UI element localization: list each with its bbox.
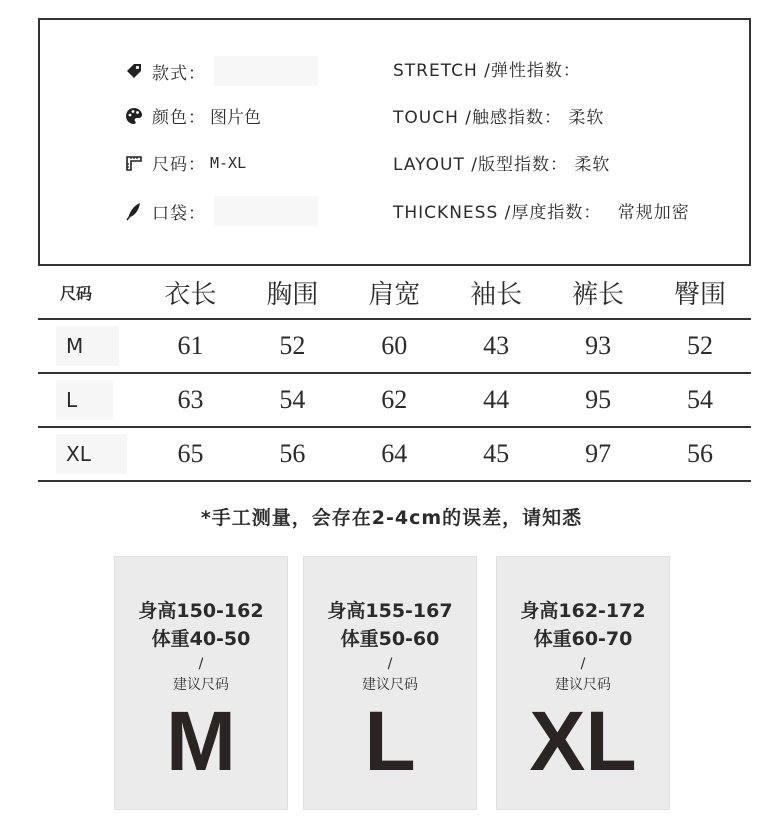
tag-icon [124, 61, 144, 81]
size-table [38, 264, 751, 482]
spec-stretch [393, 56, 581, 81]
table-cell: 95 [585, 385, 612, 414]
spec-pocket [124, 196, 318, 226]
table-row [38, 427, 751, 481]
card-slash: / [387, 656, 393, 672]
size-card-m [114, 556, 288, 810]
table-cell: 44 [483, 385, 510, 414]
spec-right-label: STRETCH /弹性指数： [393, 61, 581, 81]
card-size-letter: M [166, 694, 236, 788]
table-header-cell: 衣长 [164, 279, 217, 310]
spec-label: 颜色： [152, 108, 206, 128]
size-card-xl [496, 556, 670, 810]
spec-label: 款式： [152, 63, 206, 84]
table-cell: 60 [381, 331, 408, 360]
table-header-cell: 臀围 [674, 279, 727, 310]
table-cell: 52 [687, 331, 713, 360]
card-height: 身高162-172 [520, 600, 646, 622]
table-cell: 62 [381, 385, 408, 414]
table-cell: 56 [687, 439, 713, 468]
measurement-note: *手工测量，会存在2-4cm的误差，请知悉 [200, 507, 583, 529]
table-row [38, 319, 751, 373]
table-row [38, 373, 751, 427]
table-cell-size: M [56, 326, 119, 366]
table-cell: 54 [279, 385, 306, 414]
ruler-icon [124, 153, 144, 173]
spec-value: M-XL [210, 153, 247, 172]
spec-label: 口袋： [152, 203, 206, 224]
spec-right-value: 柔软 [568, 108, 605, 128]
spec-right-label: THICKNESS /厚度指数： [393, 203, 602, 223]
spec-layout [393, 150, 610, 175]
card-size-letter: L [364, 694, 416, 788]
card-height: 身高155-167 [327, 600, 453, 622]
table-cell-size: L [56, 380, 113, 420]
size-card-l [303, 556, 477, 810]
table-cell: 52 [279, 331, 306, 360]
table-cell: 61 [177, 331, 204, 360]
table-cell: 54 [687, 385, 713, 414]
spec-color [124, 103, 261, 128]
card-weight: 体重40-50 [151, 628, 251, 650]
spec-value-blank [214, 196, 318, 226]
table-header-row [38, 265, 751, 319]
table-cell: 45 [483, 439, 510, 468]
card-slash: / [580, 656, 586, 672]
spec-thickness [393, 198, 690, 223]
spec-touch [393, 103, 604, 128]
spec-value-blank [214, 56, 318, 86]
table-cell: 64 [381, 439, 408, 468]
feather-icon [124, 201, 144, 221]
spec-box [38, 18, 751, 264]
card-height: 身高150-162 [138, 600, 264, 622]
card-slash: / [198, 656, 204, 672]
card-recommend: 建议尺码 [555, 677, 611, 693]
table-cell: 56 [279, 439, 306, 468]
table-cell: 97 [585, 439, 612, 468]
spec-label: 尺码： [152, 155, 206, 175]
table-cell: 63 [177, 385, 204, 414]
table-cell: 43 [483, 331, 510, 360]
spec-right-label: TOUCH /触感指数： [393, 108, 562, 128]
spec-right-label: LAYOUT /版型指数： [393, 155, 568, 175]
spec-value: 图片色 [210, 108, 261, 128]
card-recommend: 建议尺码 [362, 677, 418, 693]
table-cell: 65 [177, 439, 204, 468]
table-header-cell: 胸围 [266, 279, 319, 310]
spec-size [124, 150, 246, 175]
card-weight: 体重50-60 [340, 628, 440, 650]
table-header-cell: 尺码 [60, 283, 93, 303]
card-weight: 体重60-70 [533, 628, 633, 650]
table-header-cell: 袖长 [470, 279, 523, 310]
card-recommend: 建议尺码 [173, 677, 229, 693]
table-header-cell: 裤长 [572, 279, 625, 310]
table-cell: 93 [585, 331, 612, 360]
table-header-cell: 肩宽 [368, 279, 421, 310]
spec-style [124, 56, 318, 86]
table-cell-size: XL [56, 434, 127, 474]
palette-icon [124, 106, 144, 126]
spec-right-value: 柔软 [574, 155, 611, 175]
card-size-letter: XL [529, 694, 637, 788]
spec-right-value: 常规加密 [617, 203, 690, 223]
